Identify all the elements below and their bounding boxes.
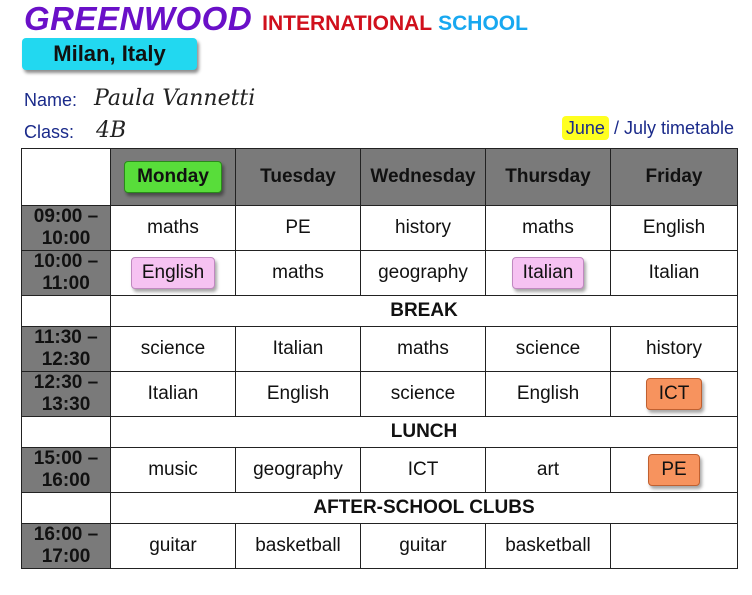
school-word: SCHOOL bbox=[438, 12, 528, 35]
table-row bbox=[22, 206, 738, 251]
divider-time-cell bbox=[22, 296, 111, 327]
lesson-cell: art bbox=[486, 448, 611, 493]
ict-highlight: ICT bbox=[646, 378, 703, 410]
lesson-cell bbox=[611, 524, 738, 569]
lesson-cell: Italian bbox=[111, 372, 236, 417]
table-row bbox=[22, 327, 738, 372]
lesson-cell bbox=[611, 448, 738, 493]
lesson-cell: geography bbox=[236, 448, 361, 493]
lesson-cell: English bbox=[486, 372, 611, 417]
corner-cell bbox=[22, 149, 111, 206]
table-row bbox=[22, 251, 738, 296]
day-header-tuesday: Tuesday bbox=[236, 149, 361, 206]
time-slot: 15:00 – 16:00 bbox=[22, 448, 111, 493]
break-label: BREAK bbox=[111, 296, 738, 327]
divider-row bbox=[22, 493, 738, 524]
english-highlight: English bbox=[131, 257, 215, 289]
name-label: Name: bbox=[24, 90, 78, 110]
monday-highlight: Monday bbox=[124, 161, 222, 193]
divider-row bbox=[22, 296, 738, 327]
day-header-friday: Friday bbox=[611, 149, 738, 206]
time-slot: 16:00 – 17:00 bbox=[22, 524, 111, 569]
timetable-note-rest: / July timetable bbox=[613, 118, 734, 138]
lesson-cell: English bbox=[236, 372, 361, 417]
lesson-cell: PE bbox=[236, 206, 361, 251]
day-header-wednesday: Wednesday bbox=[361, 149, 486, 206]
lesson-cell: Italian bbox=[236, 327, 361, 372]
school-header bbox=[24, 0, 528, 38]
divider-row bbox=[22, 417, 738, 448]
lesson-cell: guitar bbox=[361, 524, 486, 569]
lesson-cell: maths bbox=[236, 251, 361, 296]
location-badge: Milan, Italy bbox=[22, 38, 197, 70]
lesson-cell: maths bbox=[361, 327, 486, 372]
lesson-cell: science bbox=[111, 327, 236, 372]
lesson-cell bbox=[611, 372, 738, 417]
school-name: GREENWOOD bbox=[24, 0, 253, 37]
pe-highlight: PE bbox=[648, 454, 699, 486]
lunch-label: LUNCH bbox=[111, 417, 738, 448]
italian-highlight: Italian bbox=[512, 257, 585, 289]
day-header-monday bbox=[111, 149, 236, 206]
day-header-row bbox=[22, 149, 738, 206]
lesson-cell: ICT bbox=[361, 448, 486, 493]
time-slot: 11:30 – 12:30 bbox=[22, 327, 111, 372]
lesson-cell: Italian bbox=[611, 251, 738, 296]
time-slot: 10:00 – 11:00 bbox=[22, 251, 111, 296]
lesson-cell: science bbox=[486, 327, 611, 372]
time-slot: 12:30 – 13:30 bbox=[22, 372, 111, 417]
lesson-cell: maths bbox=[111, 206, 236, 251]
class-label: Class: bbox=[24, 122, 75, 142]
divider-time-cell bbox=[22, 417, 111, 448]
table-row bbox=[22, 524, 738, 569]
lesson-cell: geography bbox=[361, 251, 486, 296]
lesson-cell: history bbox=[611, 327, 738, 372]
timetable-note bbox=[562, 118, 734, 139]
after-school-label: AFTER-SCHOOL CLUBS bbox=[111, 493, 738, 524]
time-slot: 09:00 – 10:00 bbox=[22, 206, 111, 251]
timetable bbox=[21, 148, 738, 569]
day-header-thursday: Thursday bbox=[486, 149, 611, 206]
lesson-cell: maths bbox=[486, 206, 611, 251]
table-row bbox=[22, 448, 738, 493]
lesson-cell bbox=[111, 251, 236, 296]
lesson-cell: guitar bbox=[111, 524, 236, 569]
lesson-cell: basketball bbox=[236, 524, 361, 569]
class-value: 4B bbox=[96, 118, 127, 143]
lesson-cell: basketball bbox=[486, 524, 611, 569]
divider-time-cell bbox=[22, 493, 111, 524]
june-highlight: June bbox=[562, 116, 609, 140]
name-value: Paula Vannetti bbox=[94, 86, 256, 111]
school-international: INTERNATIONAL bbox=[262, 12, 433, 35]
lesson-cell bbox=[486, 251, 611, 296]
lesson-cell: music bbox=[111, 448, 236, 493]
lesson-cell: English bbox=[611, 206, 738, 251]
table-row bbox=[22, 372, 738, 417]
lesson-cell: history bbox=[361, 206, 486, 251]
lesson-cell: science bbox=[361, 372, 486, 417]
